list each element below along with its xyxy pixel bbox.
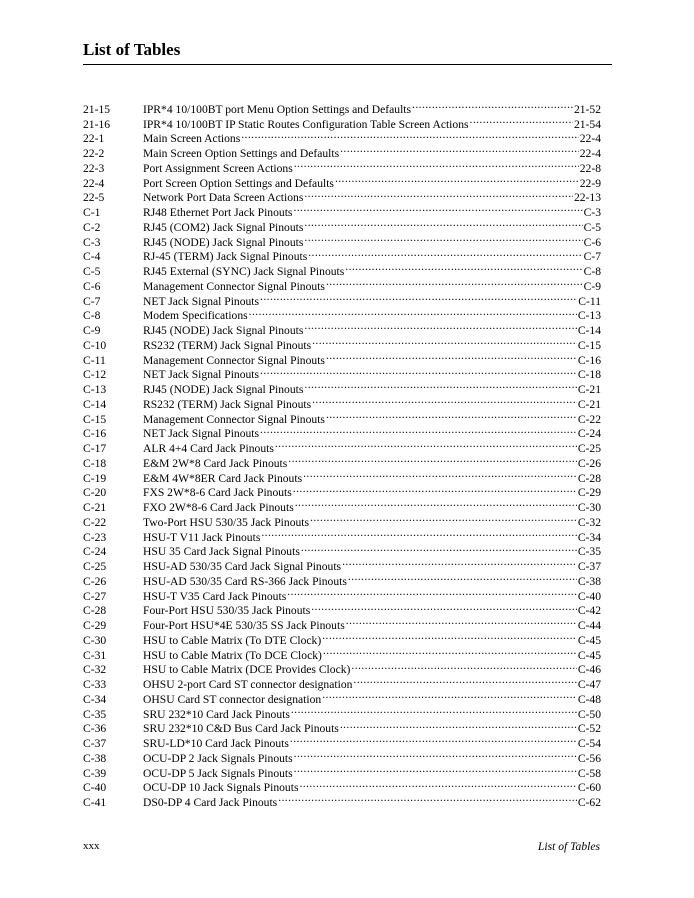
title-rule [83,64,612,65]
dot-leader [340,142,579,157]
page-reference[interactable]: C-45 [577,648,601,662]
dot-leader [304,187,573,202]
table-number: C-28 [83,604,107,618]
page-reference[interactable]: C-46 [577,663,601,677]
table-title[interactable]: RJ45 (NODE) Jack Signal Pinouts [143,383,304,396]
table-number: 22-2 [83,147,105,160]
table-number: C-17 [83,442,107,455]
table-number: C-22 [83,515,107,529]
table-title[interactable]: NET Jack Signal Pinouts [143,294,260,308]
table-title[interactable]: E&M 2W*8 Card Jack Pinouts [143,456,288,470]
table-title[interactable]: FXS 2W*8-6 Card Jack Pinouts [143,486,292,500]
page-reference[interactable]: C-11 [578,294,601,308]
dot-leader [278,791,577,806]
page-reference[interactable]: C-29 [577,486,601,500]
table-number: 22-3 [83,161,105,175]
table-title[interactable]: Modem Specifications [143,309,248,323]
page-reference[interactable]: C-54 [577,737,601,750]
table-number: C-10 [83,338,107,352]
table-number: C-38 [83,751,107,765]
dot-leader [345,260,582,275]
table-number: C-7 [83,294,101,308]
table-number: C-36 [83,722,107,736]
table-number: 22-1 [83,132,105,146]
dot-leader [326,275,583,290]
dot-leader [322,688,577,703]
dot-leader [348,570,577,585]
table-title[interactable]: OCU-DP 2 Jack Signals Pinouts [143,751,293,765]
dot-leader [260,364,577,379]
table-number: C-18 [83,456,107,470]
table-title[interactable]: HSU-AD 530/35 Card RS-366 Jack Pinouts [143,574,347,588]
table-title[interactable]: Main Screen Actions [143,132,241,146]
table-title[interactable]: SRU 232*10 Card Jack Pinouts [143,707,290,721]
table-number: C-14 [83,397,107,411]
page-reference[interactable]: C-18 [577,368,601,382]
dot-leader [310,511,577,526]
table-title[interactable]: HSU 35 Card Jack Signal Pinouts [143,545,300,559]
table-number: C-40 [83,781,107,795]
table-title[interactable]: RJ48 Ethernet Port Jack Pinouts [143,206,293,219]
dot-leader [294,762,577,777]
page-reference[interactable]: C-52 [577,722,601,736]
table-number: 22-4 [83,176,105,190]
dot-leader [304,378,576,393]
table-number: C-15 [83,412,107,426]
table-number: C-41 [83,796,107,809]
page-reference[interactable]: C-58 [577,766,601,780]
table-entry-row[interactable] [83,98,601,116]
dot-leader [275,437,577,452]
table-number: C-25 [83,560,107,573]
table-number: C-34 [83,692,107,706]
table-title[interactable]: HSU-AD 530/35 Card Jack Signal Pinouts [143,560,342,573]
table-title[interactable]: IPR*4 10/100BT port Menu Option Settings and Defaults [143,102,412,116]
table-title[interactable]: OCU-DP 5 Jack Signals Pinouts [143,766,293,780]
table-number: C-6 [83,279,101,293]
page-reference[interactable]: C-21 [577,397,601,411]
page-reference[interactable]: C-24 [577,427,601,441]
table-title[interactable]: Management Connector Signal Pinouts [143,412,325,426]
dot-leader [260,423,577,438]
table-title[interactable]: DS0-DP 4 Card Jack Pinouts [143,796,278,809]
page-reference[interactable]: C-25 [577,442,601,455]
dot-leader [301,541,577,556]
page-reference[interactable]: 22-4 [579,147,601,160]
table-number: 21-15 [83,102,111,116]
page-reference[interactable]: C-47 [577,678,601,691]
table-number: C-39 [83,766,107,780]
table-number: C-3 [83,235,101,249]
dot-leader [260,290,577,305]
dot-leader [342,555,577,570]
table-title[interactable]: NET Jack Signal Pinouts [143,427,260,441]
dot-leader [351,659,576,674]
table-title[interactable]: HSU to Cable Matrix (To DCE Clock) [143,648,322,662]
dot-leader [291,703,577,718]
dot-leader [299,777,576,792]
page-reference[interactable]: C-50 [577,707,601,721]
table-number: C-5 [83,265,101,278]
page-reference[interactable]: C-42 [577,604,601,618]
table-number: 22-5 [83,191,105,205]
table-number: C-20 [83,486,107,500]
page-reference[interactable]: C-3 [583,206,601,219]
dot-leader [293,201,582,216]
dot-leader [326,349,577,364]
table-title[interactable]: RJ45 (NODE) Jack Signal Pinouts [143,324,304,337]
page-reference[interactable]: C-62 [577,796,601,809]
page-reference[interactable]: 22-13 [573,191,601,205]
dot-leader [312,334,577,349]
page-reference[interactable]: C-28 [577,471,601,485]
table-title[interactable]: Port Assignment Screen Actions [143,161,293,175]
page-reference[interactable]: C-38 [577,574,601,588]
dot-leader [326,408,577,423]
table-number: C-26 [83,574,107,588]
dot-leader [312,393,577,408]
table-number: C-30 [83,633,107,647]
page-reference[interactable]: C-16 [577,353,601,367]
page-reference[interactable]: C-6 [583,235,601,249]
table-title[interactable]: E&M 4W*8ER Card Jack Pinouts [143,471,303,485]
table-title[interactable]: HSU to Cable Matrix (To DTE Clock) [143,633,322,647]
list-of-tables [83,98,601,809]
table-title[interactable]: HSU to Cable Matrix (DCE Provides Clock) [143,663,351,677]
page-reference[interactable]: C-44 [577,619,601,632]
table-title[interactable]: OCU-DP 10 Jack Signals Pinouts [143,781,299,795]
table-number: 21-16 [83,117,111,131]
dot-leader [470,113,573,128]
dot-leader [311,600,577,615]
table-number: C-16 [83,427,107,441]
table-title[interactable]: Main Screen Option Settings and Defaults [143,147,340,160]
table-title[interactable]: IPR*4 10/100BT IP Static Routes Configuration Table Screen Actions [143,117,469,131]
table-title[interactable]: RS232 (TERM) Jack Signal Pinouts [143,397,312,411]
table-number: C-19 [83,471,107,485]
page-reference[interactable]: 22-4 [579,132,601,146]
dot-leader [241,128,578,143]
table-number: C-2 [83,220,101,234]
page-reference[interactable]: C-15 [577,338,601,352]
table-number: C-33 [83,678,107,691]
table-title[interactable]: SRU 232*10 C&D Bus Card Jack Pinouts [143,722,339,736]
table-title[interactable]: RJ45 (NODE) Jack Signal Pinouts [143,235,304,249]
page-reference[interactable]: C-32 [577,515,601,529]
table-title[interactable]: SRU-LD*10 Card Jack Pinouts [143,737,289,750]
page-reference[interactable]: C-30 [577,501,601,514]
table-title[interactable]: RJ45 (COM2) Jack Signal Pinouts [143,220,304,234]
table-title[interactable]: ALR 4+4 Card Jack Pinouts [143,442,274,455]
table-title[interactable]: RJ45 External (SYNC) Jack Signal Pinouts [143,265,345,278]
dot-leader [308,246,582,261]
page-reference[interactable]: 22-8 [579,161,601,175]
table-title[interactable]: Management Connector Signal Pinouts [143,353,325,367]
page-reference[interactable]: C-9 [583,279,601,293]
table-number: C-8 [83,309,101,323]
dot-leader [288,452,577,467]
dot-leader [290,732,577,747]
table-title[interactable]: RJ-45 (TERM) Jack Signal Pinouts [143,250,308,264]
page-reference[interactable]: C-56 [577,751,601,765]
page-reference[interactable]: C-26 [577,456,601,470]
dot-leader [322,629,577,644]
page-reference[interactable]: C-35 [577,545,601,559]
table-number: C-27 [83,589,107,603]
page-reference[interactable]: C-40 [577,589,601,603]
footer-page-number: xxx [83,840,100,852]
page-reference[interactable]: C-14 [577,324,601,337]
dot-leader [304,216,582,231]
footer-section-title: List of Tables [537,840,600,853]
page-reference[interactable]: C-48 [577,692,601,706]
page-reference[interactable]: C-45 [577,633,601,647]
page-reference[interactable]: C-13 [577,309,601,323]
table-number: C-24 [83,545,107,559]
table-title[interactable]: Four-Port HSU 530/35 Jack Pinouts [143,604,311,618]
page-reference[interactable]: C-8 [583,265,601,278]
table-title[interactable]: FXO 2W*8-6 Card Jack Pinouts [143,501,294,514]
dot-leader [323,644,577,659]
dot-leader [304,231,582,246]
dot-leader [335,172,579,187]
page-reference[interactable]: C-37 [577,560,601,573]
table-title[interactable]: RS232 (TERM) Jack Signal Pinouts [143,338,312,352]
dot-leader [340,718,577,733]
table-number: C-4 [83,250,101,264]
table-number: C-11 [83,353,106,367]
table-number: C-21 [83,501,107,514]
table-number: C-23 [83,530,107,544]
table-title[interactable]: Four-Port HSU*4E 530/35 SS Jack Pinouts [143,619,345,632]
dot-leader [261,526,576,541]
table-number: C-12 [83,368,107,382]
table-title[interactable]: Port Screen Option Settings and Defaults [143,176,334,190]
page-reference[interactable]: C-5 [583,220,601,234]
table-number: C-1 [83,206,101,219]
page-title: List of Tables [83,40,181,59]
table-title[interactable]: HSU-T V11 Jack Pinouts [143,530,261,544]
table-title[interactable]: Management Connector Signal Pinouts [143,279,325,293]
page-reference[interactable]: C-21 [577,383,601,396]
dot-leader [295,496,577,511]
dot-leader [412,98,573,113]
dot-leader [287,585,577,600]
table-number: C-31 [83,648,107,662]
table-title[interactable]: HSU-T V35 Card Jack Pinouts [143,589,287,603]
table-title[interactable]: NET Jack Signal Pinouts [143,368,260,382]
table-number: C-9 [83,324,101,337]
page-reference[interactable]: 21-54 [573,117,601,131]
table-number: C-37 [83,737,107,750]
page-reference[interactable]: C-7 [583,250,601,264]
dot-leader [304,319,576,334]
dot-leader [353,673,576,688]
page-reference[interactable]: 22-9 [579,176,601,190]
dot-leader [249,305,577,320]
table-number: C-35 [83,707,107,721]
table-title[interactable]: Two-Port HSU 530/35 Jack Pinouts [143,515,310,529]
table-number: C-32 [83,663,107,677]
page-reference[interactable]: C-34 [577,530,601,544]
table-number: C-29 [83,619,107,632]
dot-leader [294,157,579,172]
page-reference[interactable]: 21-52 [573,102,601,116]
dot-leader [303,467,577,482]
table-title[interactable]: OHSU 2-port Card ST connector designation [143,678,353,691]
dot-leader [294,747,577,762]
dot-leader [346,614,577,629]
table-title[interactable]: OHSU Card ST connector designation [143,692,322,706]
dot-leader [293,482,577,497]
table-number: C-13 [83,383,107,396]
table-title[interactable]: Network Port Data Screen Actions [143,191,304,205]
page-reference[interactable]: C-60 [577,781,601,795]
page-reference[interactable]: C-22 [577,412,601,426]
